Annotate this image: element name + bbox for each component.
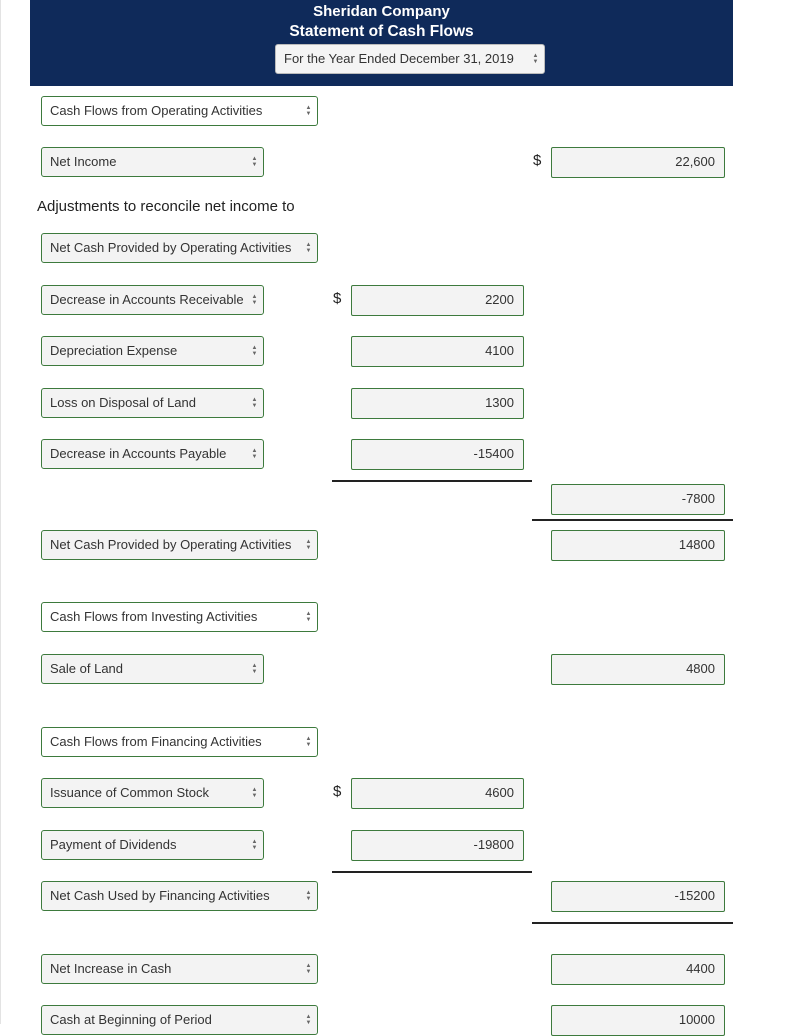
updown-arrows-icon: ▲ ▼ [305, 611, 312, 623]
updown-arrows-icon: ▲ ▼ [251, 156, 258, 168]
operating-heading-label: Cash Flows from Operating Activities [50, 103, 263, 118]
subtotal-rule [532, 519, 733, 521]
dollar-sign: $ [333, 290, 342, 307]
net-increase-input[interactable]: 4400 [551, 954, 725, 985]
updown-arrows-icon: ▲ ▼ [532, 53, 539, 65]
net-cash-op-total-select[interactable] [41, 530, 318, 560]
depreciation-label: Depreciation Expense [50, 343, 178, 358]
financing-heading-label: Cash Flows from Financing Activities [50, 734, 262, 749]
payment-dividends-select[interactable] [41, 830, 264, 860]
payment-dividends-label: Payment of Dividends [50, 837, 177, 852]
financing-heading-select[interactable] [41, 727, 318, 757]
sale-land-select[interactable] [41, 654, 264, 684]
total-adjustments-input[interactable]: -7800 [551, 484, 725, 515]
net-income-select[interactable] [41, 147, 264, 177]
cash-beginning-select[interactable] [41, 1005, 318, 1035]
issuance-stock-select[interactable] [41, 778, 264, 808]
decrease-ar-input[interactable]: 2200 [351, 285, 524, 316]
net-cash-fin-select[interactable] [41, 881, 318, 911]
updown-arrows-icon: ▲ ▼ [305, 890, 312, 902]
sale-land-label: Sale of Land [50, 661, 124, 676]
net-income-input[interactable]: 22,600 [551, 147, 725, 178]
period-select[interactable] [275, 44, 545, 74]
net-cash-op-caption-label: Net Cash Provided by Operating Activities [50, 240, 292, 255]
decrease-ap-select[interactable] [41, 439, 264, 469]
statement-title: Statement of Cash Flows [289, 23, 474, 40]
issuance-stock-label: Issuance of Common Stock [50, 785, 209, 800]
operating-heading-select[interactable] [41, 96, 318, 126]
subtotal-rule [532, 922, 733, 924]
investing-heading-select[interactable] [41, 602, 318, 632]
updown-arrows-icon: ▲ ▼ [305, 539, 312, 551]
subtotal-rule [332, 871, 532, 873]
loss-land-label: Loss on Disposal of Land [50, 395, 196, 410]
net-cash-fin-label: Net Cash Used by Financing Activities [50, 888, 270, 903]
updown-arrows-icon: ▲ ▼ [305, 736, 312, 748]
subtotal-rule [332, 480, 532, 482]
issuance-stock-input[interactable]: 4600 [351, 778, 524, 809]
net-income-label: Net Income [50, 154, 117, 169]
net-cash-fin-input[interactable]: -15200 [551, 881, 725, 912]
decrease-ap-input[interactable]: -15400 [351, 439, 524, 470]
updown-arrows-icon: ▲ ▼ [251, 345, 258, 357]
decrease-ar-label: Decrease in Accounts Receivable [50, 292, 244, 307]
updown-arrows-icon: ▲ ▼ [251, 787, 258, 799]
updown-arrows-icon: ▲ ▼ [251, 294, 258, 306]
investing-heading-label: Cash Flows from Investing Activities [50, 609, 258, 624]
loss-land-select[interactable] [41, 388, 264, 418]
payment-dividends-input[interactable]: -19800 [351, 830, 524, 861]
company-name: Sheridan Company [313, 3, 450, 20]
page-left-border [0, 0, 1, 1024]
updown-arrows-icon: ▲ ▼ [251, 839, 258, 851]
loss-land-input[interactable]: 1300 [351, 388, 524, 419]
updown-arrows-icon: ▲ ▼ [305, 105, 312, 117]
updown-arrows-icon: ▲ ▼ [251, 448, 258, 460]
net-cash-op-input[interactable]: 14800 [551, 530, 725, 561]
adjustments-text: Adjustments to reconcile net income to [37, 198, 295, 215]
sale-land-input[interactable]: 4800 [551, 654, 725, 685]
dollar-sign: $ [533, 152, 542, 169]
cash-beginning-input[interactable]: 10000 [551, 1005, 725, 1036]
dollar-sign: $ [333, 783, 342, 800]
updown-arrows-icon: ▲ ▼ [251, 663, 258, 675]
decrease-ap-label: Decrease in Accounts Payable [50, 446, 227, 461]
updown-arrows-icon: ▲ ▼ [251, 397, 258, 409]
depreciation-select[interactable] [41, 336, 264, 366]
updown-arrows-icon: ▲ ▼ [305, 963, 312, 975]
net-cash-op-total-label: Net Cash Provided by Operating Activities [50, 537, 292, 552]
updown-arrows-icon: ▲ ▼ [305, 242, 312, 254]
net-cash-op-caption-select[interactable] [41, 233, 318, 263]
updown-arrows-icon: ▲ ▼ [305, 1014, 312, 1026]
period-select-label: For the Year Ended December 31, 2019 [284, 51, 514, 66]
statement-header [30, 0, 733, 86]
depreciation-input[interactable]: 4100 [351, 336, 524, 367]
net-increase-label: Net Increase in Cash [50, 961, 172, 976]
net-increase-select[interactable] [41, 954, 318, 984]
decrease-ar-select[interactable] [41, 285, 264, 315]
cash-beginning-label: Cash at Beginning of Period [50, 1012, 212, 1027]
